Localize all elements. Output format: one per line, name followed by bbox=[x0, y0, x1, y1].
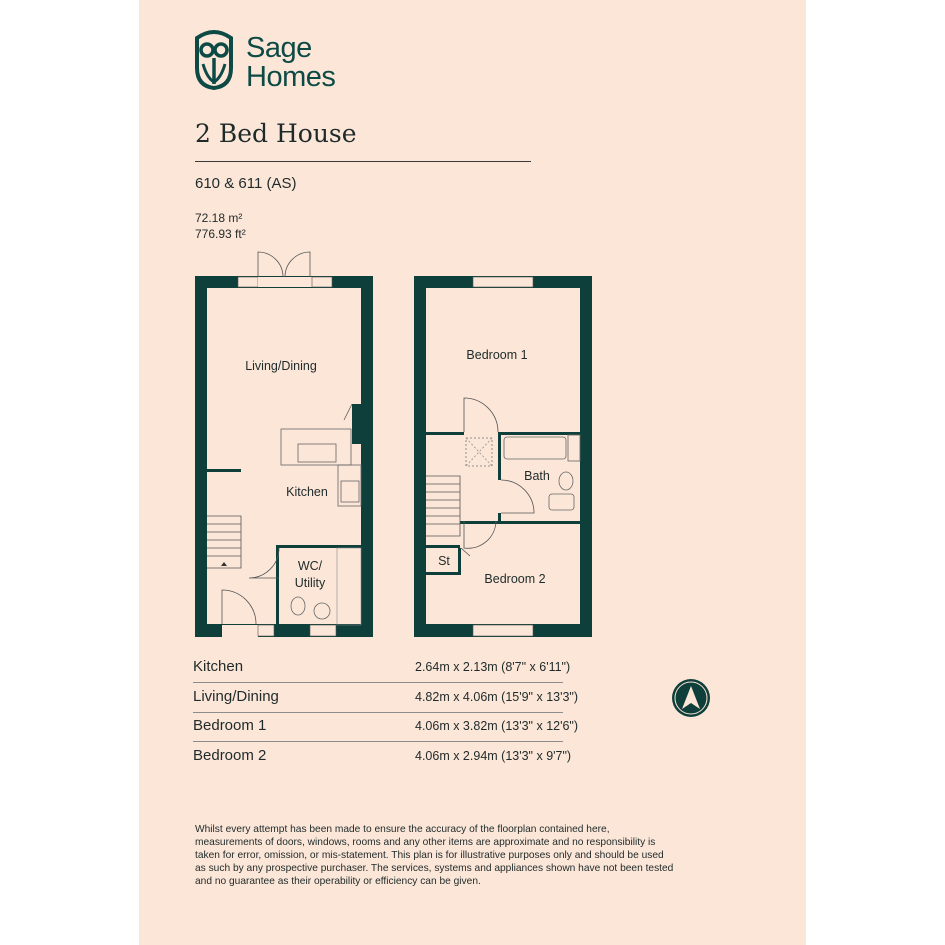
room-label-bedroom1: Bedroom 1 bbox=[466, 348, 528, 362]
partition-wall bbox=[426, 545, 460, 548]
towel-cupboard bbox=[568, 435, 580, 461]
utility-cupboard bbox=[337, 548, 361, 625]
partition-wall bbox=[426, 432, 464, 435]
door-swing bbox=[464, 398, 498, 432]
door-swing bbox=[501, 480, 534, 513]
area-square-metres: 72.18 m² bbox=[195, 211, 243, 225]
room-label-kitchen: Kitchen bbox=[286, 485, 328, 499]
dimension-room-name: Bedroom 1 bbox=[193, 717, 267, 734]
dimension-size: 2.64m x 2.13m (8'7" x 6'11") bbox=[415, 660, 571, 674]
window bbox=[258, 625, 274, 636]
window bbox=[312, 277, 332, 287]
staircase bbox=[207, 516, 241, 568]
door-swing bbox=[461, 548, 470, 556]
page-title: 2 Bed House bbox=[195, 119, 357, 148]
dimension-row bbox=[193, 683, 579, 713]
partition-wall bbox=[498, 432, 501, 480]
room-label-bedroom2: Bedroom 2 bbox=[484, 572, 546, 586]
basin bbox=[559, 472, 573, 490]
door-swing bbox=[249, 548, 279, 578]
window bbox=[473, 625, 533, 636]
kitchen-worktop bbox=[338, 465, 361, 506]
hob bbox=[341, 481, 359, 502]
dimension-row bbox=[193, 653, 571, 683]
dimension-size: 4.06m x 3.82m (13'3" x 12'6") bbox=[415, 719, 579, 733]
basin bbox=[314, 603, 330, 619]
plot-numbers: 610 & 611 (AS) bbox=[195, 175, 297, 192]
patio-doors-opening bbox=[258, 277, 312, 287]
front-door-swing bbox=[222, 590, 256, 624]
patio-door-swing bbox=[258, 252, 310, 277]
partition-wall bbox=[352, 404, 361, 444]
room-label-wc-utility-line1: WC/ bbox=[297, 559, 323, 573]
door-swing bbox=[464, 521, 496, 548]
partition-wall bbox=[276, 545, 362, 548]
dimension-size: 4.06m x 2.94m (13'3" x 9'7") bbox=[415, 749, 572, 763]
toilet bbox=[291, 597, 305, 615]
dimension-room-name: Living/Dining bbox=[193, 688, 279, 705]
brand-name-line1: Sage bbox=[246, 32, 312, 64]
door-swing bbox=[344, 404, 352, 420]
front-door-opening bbox=[222, 625, 258, 637]
dimension-row bbox=[193, 712, 579, 742]
north-arrow-icon bbox=[671, 678, 711, 718]
dimension-room-name: Bedroom 2 bbox=[193, 747, 267, 764]
window bbox=[473, 277, 533, 287]
room-label-wc-utility-line2: Utility bbox=[294, 576, 326, 590]
ground-floor-plan bbox=[195, 252, 373, 637]
dimension-size: 4.82m x 4.06m (15'9" x 13'3") bbox=[415, 690, 579, 704]
dimension-room-name: Kitchen bbox=[193, 658, 244, 675]
loft-hatch-cross bbox=[466, 438, 492, 466]
partition-wall bbox=[498, 432, 580, 435]
staircase bbox=[426, 476, 460, 536]
stair-direction-arrow bbox=[221, 562, 227, 566]
partition-wall bbox=[460, 521, 580, 524]
ground-floor-walls bbox=[195, 276, 373, 637]
brand-name-line2: Homes bbox=[246, 61, 336, 93]
partition-wall bbox=[458, 548, 461, 574]
room-label-bath: Bath bbox=[524, 469, 550, 483]
first-floor-plan bbox=[414, 276, 592, 637]
window bbox=[310, 625, 336, 636]
window bbox=[238, 277, 258, 287]
room-label-store: St bbox=[438, 554, 450, 568]
room-label-living-dining: Living/Dining bbox=[245, 359, 317, 373]
toilet bbox=[549, 494, 574, 510]
area-square-feet: 776.93 ft² bbox=[195, 227, 246, 241]
partition-wall bbox=[426, 572, 461, 575]
kitchen-worktop bbox=[281, 429, 351, 465]
dimension-row bbox=[193, 742, 572, 771]
partition-wall bbox=[207, 469, 241, 472]
disclaimer-text: Whilst every attempt has been made to ensure the accuracy of the floorplan contained here, measurements of doors, windows, rooms and any other items are approximate and no responsibility is taken for error, omission, or mis-statement. This plan is for illustrative purposes only and should be used as such by any prospective purchaser. The services, systems and appliances shown have not been tested and no guarantee as their operability or efficiency can be given. bbox=[195, 824, 674, 887]
kitchen-sink bbox=[298, 444, 336, 462]
bath-tub bbox=[504, 437, 566, 459]
